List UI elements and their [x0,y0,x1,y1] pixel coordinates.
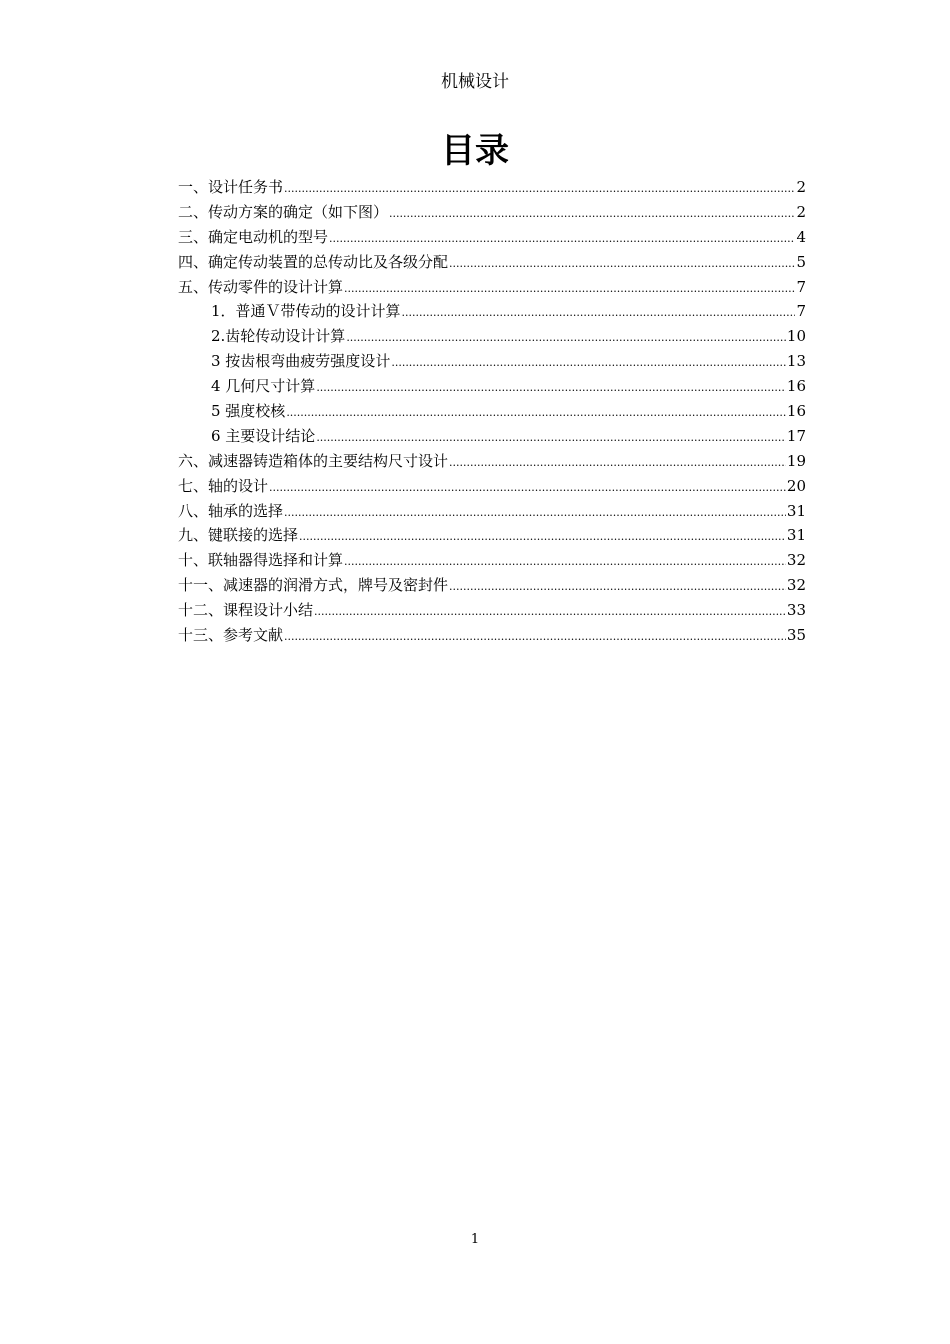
toc-entry-page-number: 19 [786,451,806,470]
toc-dot-leader [269,476,786,501]
toc-dot-leader [449,252,795,277]
toc-entry[interactable] [178,374,806,399]
toc-entry-label: 十三、参考文献 [178,626,284,645]
toc-entry[interactable] [178,598,806,623]
toc-entry[interactable] [178,623,806,648]
toc-dot-leader [284,177,795,202]
toc-entry[interactable] [178,474,806,499]
toc-dot-leader [449,451,786,476]
toc-entry[interactable] [178,573,806,598]
toc-entry-page-number: 31 [786,501,806,520]
toc-entry[interactable] [178,175,806,200]
toc-dot-leader [346,326,786,351]
toc-entry-page-number: 32 [786,551,806,570]
toc-entry-label: 三、确定电动机的型号 [178,227,329,246]
toc-dot-leader [329,227,795,252]
toc-entry-page-number: 2 [796,178,806,196]
toc-entry-page-number: 2 [796,202,806,221]
toc-dot-leader [314,600,786,625]
toc-dot-leader [316,426,786,451]
toc-dot-leader [299,525,786,550]
toc-entry-page-number: 7 [796,277,806,296]
toc-entry-label: 3 按齿根弯曲疲劳强度设计 [211,352,391,371]
toc-entry-label: 2.齿轮传动设计计算 [211,327,346,346]
toc-entry-page-number: 32 [786,576,806,595]
table-of-contents [178,175,806,648]
toc-entry-label: 十、联轴器得选择和计算 [178,551,344,570]
toc-entry[interactable] [178,349,806,374]
toc-entry[interactable] [178,523,806,548]
toc-entry[interactable] [178,449,806,474]
toc-entry-label: 十一、减速器的润滑方式，牌号及密封件 [178,576,449,595]
toc-entry-label: 七、轴的设计 [178,476,269,495]
toc-entry-page-number: 17 [786,426,806,445]
toc-dot-leader [344,550,786,575]
toc-title: 目录 [441,131,509,171]
toc-entry-page-number: 16 [786,377,806,396]
toc-entry-label: 五、传动零件的设计计算 [178,277,344,296]
toc-entry-page-number: 7 [796,302,806,321]
toc-entry-label: 八、轴承的选择 [178,501,284,520]
toc-entry[interactable] [178,250,806,275]
toc-dot-leader [344,277,795,302]
toc-entry-page-number: 4 [796,227,806,246]
toc-entry-label: 6 主要设计结论 [211,426,316,445]
toc-dot-leader [316,376,786,401]
toc-entry[interactable] [178,399,806,424]
toc-entry-label: 一、设计任务书 [178,178,284,196]
toc-entry-page-number: 5 [796,252,806,271]
toc-entry-label: 1．普通Ｖ带传动的设计计算 [211,302,401,321]
toc-entry[interactable] [178,275,806,300]
toc-entry-page-number: 13 [786,352,806,371]
toc-dot-leader [391,351,786,376]
toc-dot-leader [284,625,786,650]
toc-dot-leader [449,575,786,600]
page-header: 机械设计 [441,72,509,92]
toc-entry[interactable] [178,324,806,349]
toc-entry[interactable] [178,548,806,573]
toc-entry[interactable] [178,499,806,524]
toc-entry-label: 九、键联接的选择 [178,526,299,545]
toc-entry[interactable] [178,225,806,250]
toc-entry-page-number: 35 [786,626,806,645]
toc-dot-leader [286,401,786,426]
toc-entry-label: 四、确定传动装置的总传动比及各级分配 [178,252,449,271]
toc-entry-label: 5 强度校核 [211,402,286,421]
toc-entry-label: 六、减速器铸造箱体的主要结构尺寸设计 [178,451,449,470]
toc-entry-label: 二、传动方案的确定（如下图） [178,202,389,221]
toc-dot-leader [402,301,796,326]
toc-entry-label: 十二、课程设计小结 [178,601,314,620]
toc-entry-page-number: 16 [786,402,806,421]
toc-entry-page-number: 31 [786,526,806,545]
toc-entry-label: 4 几何尺寸计算 [211,377,316,396]
toc-entry-page-number: 33 [786,601,806,620]
toc-entry-page-number: 10 [786,327,806,346]
toc-dot-leader [389,202,795,227]
page-number: 1 [470,1232,480,1247]
toc-entry-page-number: 20 [786,476,806,495]
toc-entry[interactable] [178,424,806,449]
toc-dot-leader [284,501,786,526]
toc-entry[interactable] [178,200,806,225]
toc-entry[interactable] [178,299,806,324]
